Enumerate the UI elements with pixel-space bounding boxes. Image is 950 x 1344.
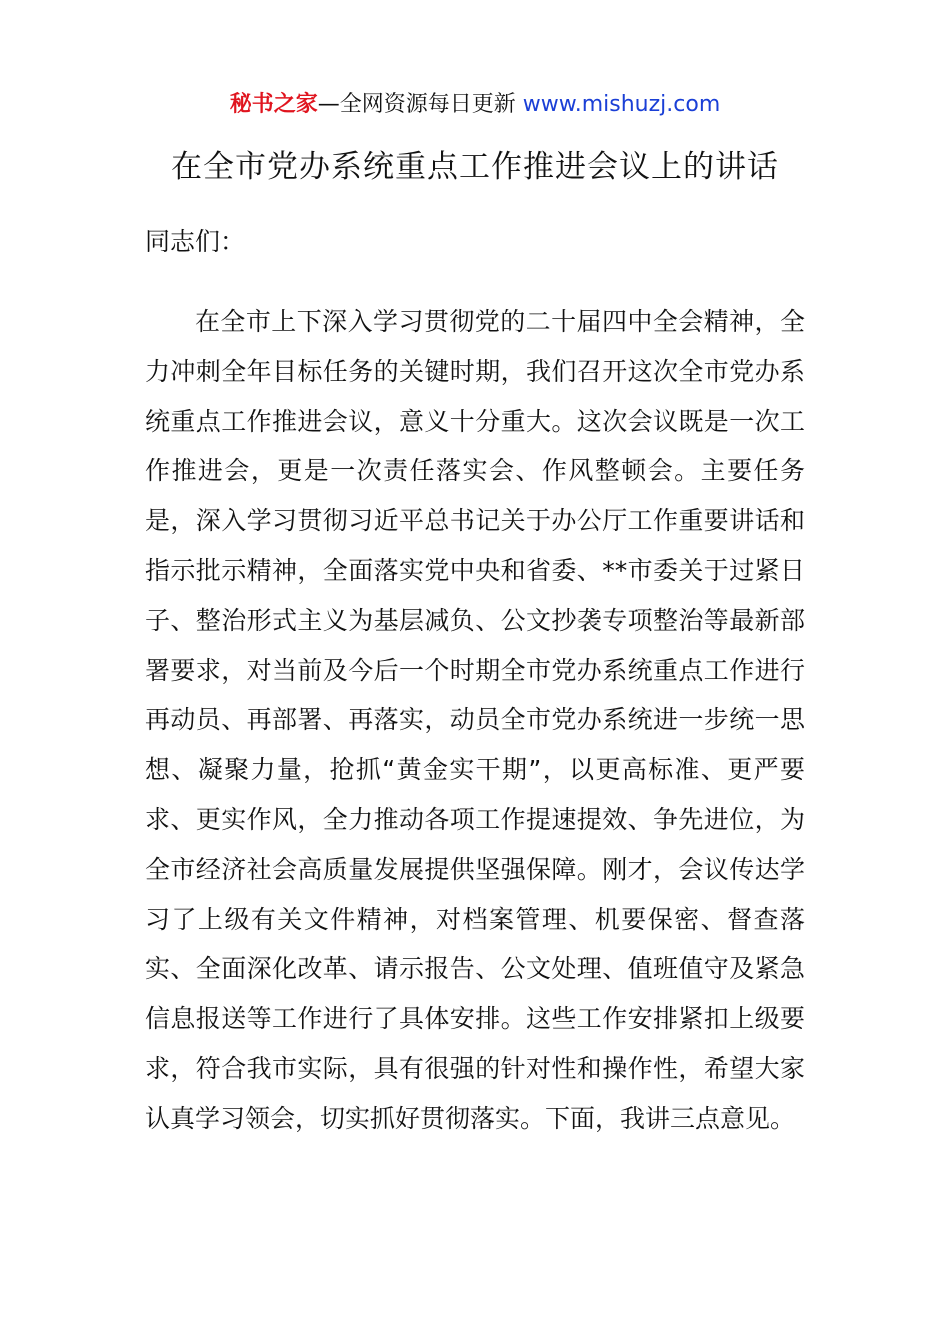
salutation: 同志们： [145,227,246,256]
brand-name: 秘书之家 [229,92,318,117]
site-header [0,88,950,122]
body-paragraph: 在全市上下深入学习贯彻党的二十届四中全会精神，全力冲刺全年目标任务的关键时期，我们召开这次全市党办系统重点工作推进会议，意义十分重大。这次会议既是一次工作推进会，更是一次责任落实会、作风整顿会。主要任务是，深入学习贯彻习近平总书记关于办公厅工作重要讲话和指示批示精神，全面落实党中央和省委、**市委关于过紧日子、整治形式主义为基层减负、公文抄袭专项整治等最新部署要求，对当前及今后一个时期全市党办系统重点工作进行再动员、再部署、再落实，动员全市党办系统进一步统一思想、凝聚力量，抢抓“黄金实干期”，以更高标准、更严要求、更实作风，全力推动各项工作提速提效、争先进位，为全市经济社会高质量发展提供坚强保障。刚才，会议传达学习了上级有关文件精神，对档案管理、机要保密、督查落实、全面深化改革、请示报告、公文处理、值班值守及紧急信息报送等工作进行了具体安排。这些工作安排紧扣上级要求，符合我市实际，具有很强的针对性和操作性，希望大家认真学习领会，切实抓好贯彻落实。下面，我讲三点意见。 [145,307,805,1133]
site-url-link[interactable]: www.mishuzj.com [522,92,721,117]
header-tagline: —全网资源每日更新 [317,92,523,117]
document-title: 在全市党办系统重点工作推进会议上的讲话 [171,149,779,185]
